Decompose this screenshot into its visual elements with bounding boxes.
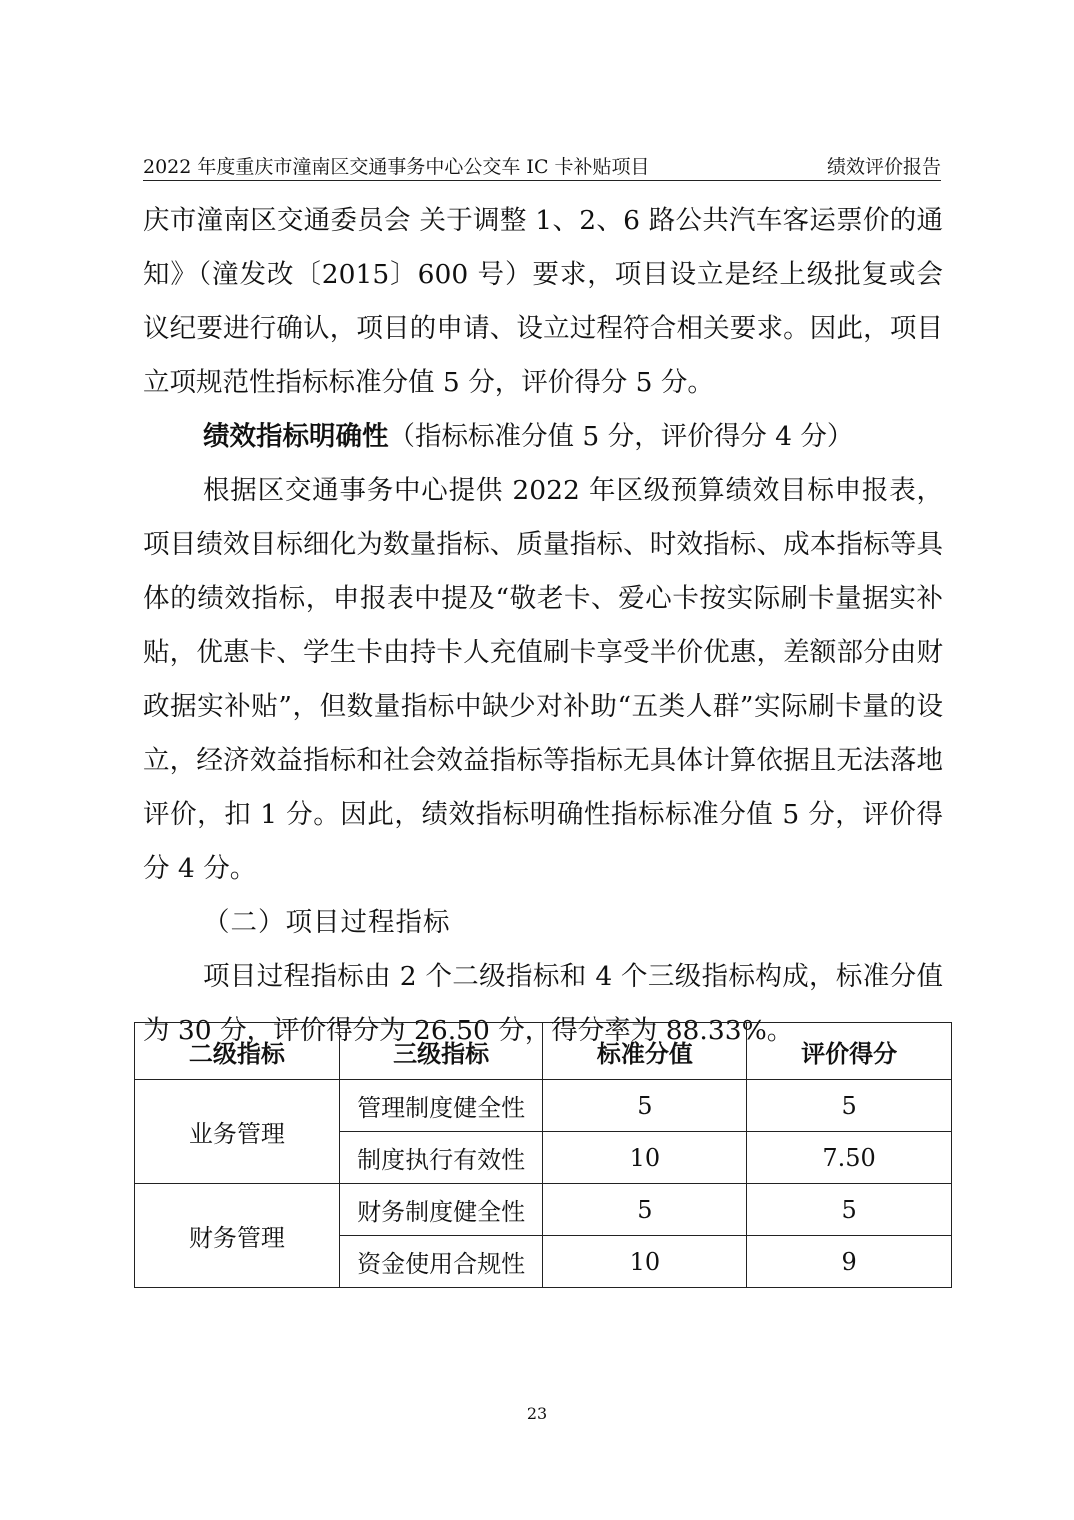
evaluation-score-cell: 7.50 [747, 1132, 952, 1184]
table-header-cell: 二级指标 [135, 1023, 340, 1080]
indicator-name-cell: 财务制度健全性 [339, 1184, 543, 1236]
header-project-title: 2022 年度重庆市潼南区交通事务中心公交车 IC 卡补贴项目 [143, 156, 650, 178]
header-report-title: 绩效评价报告 [826, 156, 941, 178]
indicator-name-cell: 制度执行有效性 [339, 1132, 543, 1184]
standard-score-cell: 10 [543, 1132, 747, 1184]
indicator-clarity-label: 绩效指标明确性 [203, 421, 389, 452]
indicator-name-cell: 管理制度健全性 [339, 1080, 543, 1132]
page-header [143, 150, 941, 181]
paragraph-process-indicators-summary: 项目过程指标由 2 个二级指标和 4 个三级指标构成，标准分值为 30 分，评价得分为 26.50 分，得分率为 88.33%。 [143, 961, 943, 1046]
table-header-cell: 三级指标 [339, 1023, 543, 1080]
table-row [135, 1080, 952, 1132]
evaluation-score-cell: 5 [747, 1184, 952, 1236]
evaluation-score-cell: 9 [747, 1236, 952, 1288]
paragraph-project-establishment: 庆市潼南区交通委员会 关于调整 1、2、6 路公共汽车客运票价的通知》（潼发改〔2015〕600 号）要求，项目设立是经上级批复或会议纪要进行确认，项目的申请、设立过程符合相关要求。因此，项目立项规范性指标标准分值 5 分，评价得分 5 分。 [143, 205, 943, 398]
standard-score-cell: 5 [543, 1080, 747, 1132]
page-number: 23 [526, 1404, 548, 1423]
section-title-process-indicators: （二）项目过程指标 [203, 907, 451, 938]
standard-score-cell: 5 [543, 1184, 747, 1236]
paragraph-indicator-clarity-body: 根据区交通事务中心提供 2022 年区级预算绩效目标申报表，项目绩效目标细化为数量指标、质量指标、时效指标、成本指标等具体的绩效指标，申报表中提及“敬老卡、爱心卡按实际刷卡量据实补贴，优惠卡、学生卡由持卡人充值刷卡享受半价优惠，差额部分由财政据实补贴”，但数量指标中缺少对补助“五类人群”实际刷卡量的设立，经济效益指标和社会效益指标等指标无具体计算依据且无法落地评价，扣 1 分。因此，绩效指标明确性指标标准分值 5 分，评价得分 4 分。 [143, 475, 943, 884]
standard-score-cell: 10 [543, 1236, 747, 1288]
paragraph-indicator-clarity-heading [143, 410, 943, 464]
evaluation-score-cell: 5 [747, 1080, 952, 1132]
table-header-cell: 标准分值 [543, 1023, 747, 1080]
indicator-name-cell: 资金使用合规性 [339, 1236, 543, 1288]
process-indicator-table [134, 1022, 952, 1288]
report-body [143, 194, 943, 1058]
table-header-row [135, 1023, 952, 1080]
group-name-cell: 财务管理 [135, 1184, 340, 1288]
indicator-clarity-score: （指标标准分值 5 分，评价得分 4 分） [388, 421, 854, 452]
table-row [135, 1184, 952, 1236]
group-name-cell: 业务管理 [135, 1080, 340, 1184]
table-header-cell: 评价得分 [747, 1023, 952, 1080]
